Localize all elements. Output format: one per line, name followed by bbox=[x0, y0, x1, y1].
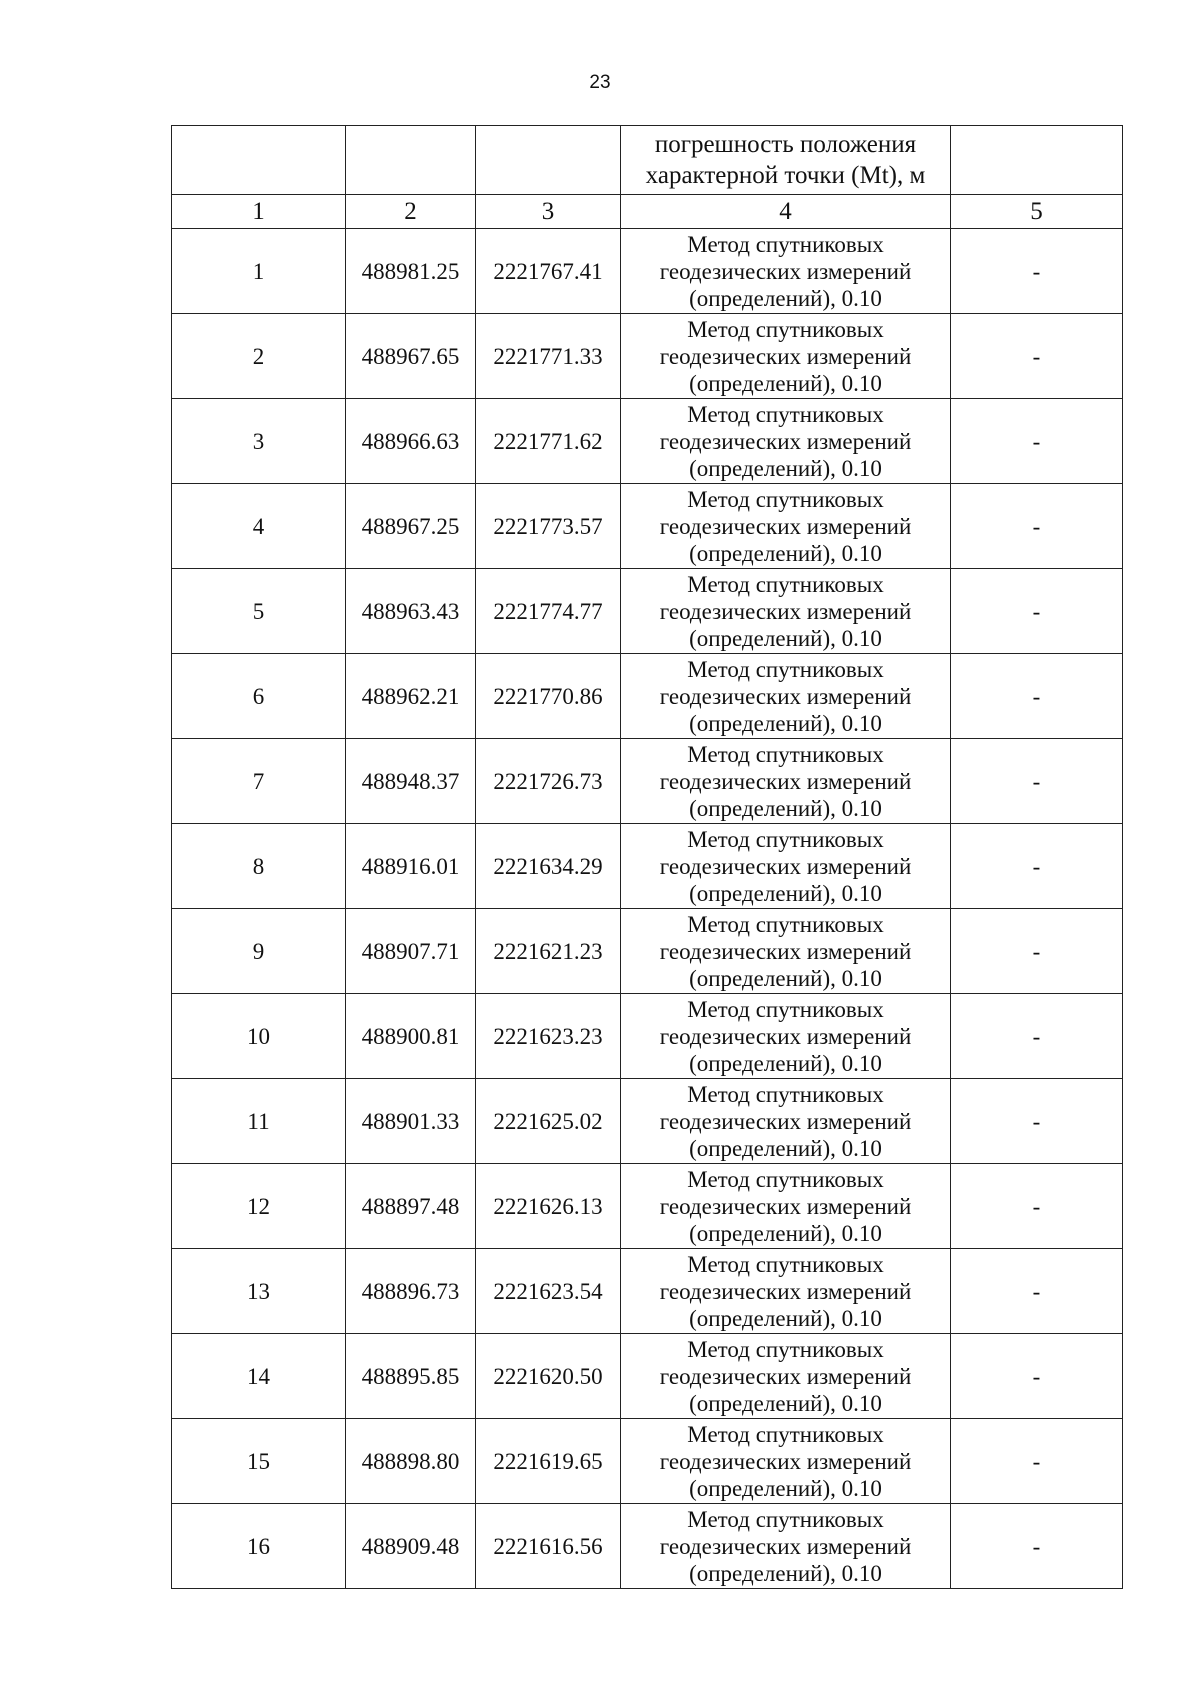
note-cell: - bbox=[951, 229, 1123, 314]
method-line: (определений), 0.10 bbox=[689, 1475, 882, 1501]
table-header-continuation-row bbox=[172, 126, 1123, 195]
header-cell-empty bbox=[476, 126, 621, 195]
method-line: (определений), 0.10 bbox=[689, 965, 882, 991]
method-cell bbox=[621, 654, 951, 739]
method-line: (определений), 0.10 bbox=[689, 1220, 882, 1246]
header-cell-empty bbox=[172, 126, 346, 195]
y-coordinate-cell: 2221774.77 bbox=[476, 569, 621, 654]
header-caption-line: характерной точки (Mt), м bbox=[645, 162, 926, 189]
method-line: геодезических измерений bbox=[659, 853, 912, 879]
column-number: 2 bbox=[346, 195, 476, 229]
point-number-cell: 16 bbox=[172, 1504, 346, 1589]
y-coordinate-cell: 2221625.02 bbox=[476, 1079, 621, 1164]
method-line: геодезических измерений bbox=[659, 1023, 912, 1049]
method-line: (определений), 0.10 bbox=[689, 625, 882, 651]
method-line: геодезических измерений bbox=[659, 1448, 912, 1474]
method-cell bbox=[621, 1419, 951, 1504]
table-row bbox=[172, 824, 1123, 909]
method-line: (определений), 0.10 bbox=[689, 710, 882, 736]
table-row bbox=[172, 399, 1123, 484]
method-line: Метод спутниковых bbox=[687, 1506, 884, 1532]
point-number-cell: 4 bbox=[172, 484, 346, 569]
method-line: геодезических измерений bbox=[659, 1363, 912, 1389]
method-line: Метод спутниковых bbox=[687, 1251, 884, 1277]
note-cell: - bbox=[951, 1249, 1123, 1334]
point-number-cell: 8 bbox=[172, 824, 346, 909]
method-cell bbox=[621, 994, 951, 1079]
table-row bbox=[172, 1419, 1123, 1504]
x-coordinate-cell: 488948.37 bbox=[346, 739, 476, 824]
y-coordinate-cell: 2221620.50 bbox=[476, 1334, 621, 1419]
method-line: Метод спутниковых bbox=[687, 401, 884, 427]
point-number-cell: 14 bbox=[172, 1334, 346, 1419]
table-row bbox=[172, 1249, 1123, 1334]
x-coordinate-cell: 488907.71 bbox=[346, 909, 476, 994]
method-line: (определений), 0.10 bbox=[689, 795, 882, 821]
note-cell: - bbox=[951, 654, 1123, 739]
x-coordinate-cell: 488967.65 bbox=[346, 314, 476, 399]
y-coordinate-cell: 2221623.23 bbox=[476, 994, 621, 1079]
table-row bbox=[172, 314, 1123, 399]
method-line: (определений), 0.10 bbox=[689, 285, 882, 311]
method-cell bbox=[621, 229, 951, 314]
method-line: (определений), 0.10 bbox=[689, 1135, 882, 1161]
point-number-cell: 12 bbox=[172, 1164, 346, 1249]
note-cell: - bbox=[951, 1079, 1123, 1164]
method-cell bbox=[621, 1164, 951, 1249]
method-line: (определений), 0.10 bbox=[689, 370, 882, 396]
method-line: геодезических измерений bbox=[659, 683, 912, 709]
note-cell: - bbox=[951, 399, 1123, 484]
method-line: Метод спутниковых bbox=[687, 996, 884, 1022]
method-cell bbox=[621, 909, 951, 994]
method-line: геодезических измерений bbox=[659, 938, 912, 964]
x-coordinate-cell: 488966.63 bbox=[346, 399, 476, 484]
method-cell bbox=[621, 314, 951, 399]
point-number-cell: 6 bbox=[172, 654, 346, 739]
table-row bbox=[172, 1334, 1123, 1419]
header-cell-empty bbox=[346, 126, 476, 195]
y-coordinate-cell: 2221619.65 bbox=[476, 1419, 621, 1504]
x-coordinate-cell: 488981.25 bbox=[346, 229, 476, 314]
method-line: Метод спутниковых bbox=[687, 826, 884, 852]
note-cell: - bbox=[951, 484, 1123, 569]
column-number: 5 bbox=[951, 195, 1123, 229]
method-line: (определений), 0.10 bbox=[689, 455, 882, 481]
method-line: геодезических измерений bbox=[659, 513, 912, 539]
note-cell: - bbox=[951, 824, 1123, 909]
method-line: геодезических измерений bbox=[659, 598, 912, 624]
point-number-cell: 1 bbox=[172, 229, 346, 314]
method-line: геодезических измерений bbox=[659, 1193, 912, 1219]
x-coordinate-cell: 488962.21 bbox=[346, 654, 476, 739]
y-coordinate-cell: 2221621.23 bbox=[476, 909, 621, 994]
method-cell bbox=[621, 1079, 951, 1164]
header-caption-line: погрешность положения bbox=[654, 131, 917, 158]
y-coordinate-cell: 2221773.57 bbox=[476, 484, 621, 569]
y-coordinate-cell: 2221771.33 bbox=[476, 314, 621, 399]
x-coordinate-cell: 488901.33 bbox=[346, 1079, 476, 1164]
column-number: 3 bbox=[476, 195, 621, 229]
method-line: Метод спутниковых bbox=[687, 1421, 884, 1447]
method-line: (определений), 0.10 bbox=[689, 540, 882, 566]
method-line: Метод спутниковых bbox=[687, 1081, 884, 1107]
y-coordinate-cell: 2221767.41 bbox=[476, 229, 621, 314]
x-coordinate-cell: 488909.48 bbox=[346, 1504, 476, 1589]
y-coordinate-cell: 2221770.86 bbox=[476, 654, 621, 739]
table-row bbox=[172, 1164, 1123, 1249]
note-cell: - bbox=[951, 1164, 1123, 1249]
method-line: геодезических измерений bbox=[659, 768, 912, 794]
point-number-cell: 11 bbox=[172, 1079, 346, 1164]
method-cell bbox=[621, 824, 951, 909]
point-number-cell: 3 bbox=[172, 399, 346, 484]
table-row bbox=[172, 229, 1123, 314]
y-coordinate-cell: 2221616.56 bbox=[476, 1504, 621, 1589]
note-cell: - bbox=[951, 994, 1123, 1079]
x-coordinate-cell: 488895.85 bbox=[346, 1334, 476, 1419]
table-row bbox=[172, 909, 1123, 994]
method-cell bbox=[621, 484, 951, 569]
method-line: Метод спутниковых bbox=[687, 911, 884, 937]
table-row bbox=[172, 739, 1123, 824]
method-line: геодезических измерений bbox=[659, 428, 912, 454]
x-coordinate-cell: 488916.01 bbox=[346, 824, 476, 909]
method-line: Метод спутниковых bbox=[687, 316, 884, 342]
table-row bbox=[172, 994, 1123, 1079]
y-coordinate-cell: 2221623.54 bbox=[476, 1249, 621, 1334]
method-line: Метод спутниковых bbox=[687, 231, 884, 257]
header-cell-accuracy bbox=[621, 126, 951, 195]
note-cell: - bbox=[951, 314, 1123, 399]
column-number-row bbox=[172, 195, 1123, 229]
method-line: Метод спутниковых bbox=[687, 1336, 884, 1362]
y-coordinate-cell: 2221626.13 bbox=[476, 1164, 621, 1249]
table-row bbox=[172, 484, 1123, 569]
method-line: геодезических измерений bbox=[659, 1278, 912, 1304]
method-line: Метод спутниковых bbox=[687, 1166, 884, 1192]
point-number-cell: 15 bbox=[172, 1419, 346, 1504]
table-row bbox=[172, 1504, 1123, 1589]
note-cell: - bbox=[951, 739, 1123, 824]
method-line: геодезических измерений bbox=[659, 258, 912, 284]
note-cell: - bbox=[951, 569, 1123, 654]
x-coordinate-cell: 488896.73 bbox=[346, 1249, 476, 1334]
method-line: геодезических измерений bbox=[659, 1533, 912, 1559]
y-coordinate-cell: 2221771.62 bbox=[476, 399, 621, 484]
method-line: (определений), 0.10 bbox=[689, 1050, 882, 1076]
x-coordinate-cell: 488963.43 bbox=[346, 569, 476, 654]
method-cell bbox=[621, 399, 951, 484]
method-cell bbox=[621, 1249, 951, 1334]
method-line: (определений), 0.10 bbox=[689, 1560, 882, 1586]
coordinates-table bbox=[171, 125, 1123, 1589]
method-line: (определений), 0.10 bbox=[689, 1390, 882, 1416]
method-line: геодезических измерений bbox=[659, 1108, 912, 1134]
header-cell-empty bbox=[951, 126, 1123, 195]
note-cell: - bbox=[951, 909, 1123, 994]
table-row bbox=[172, 569, 1123, 654]
point-number-cell: 10 bbox=[172, 994, 346, 1079]
note-cell: - bbox=[951, 1334, 1123, 1419]
x-coordinate-cell: 488967.25 bbox=[346, 484, 476, 569]
note-cell: - bbox=[951, 1504, 1123, 1589]
y-coordinate-cell: 2221634.29 bbox=[476, 824, 621, 909]
table-row bbox=[172, 1079, 1123, 1164]
point-number-cell: 13 bbox=[172, 1249, 346, 1334]
x-coordinate-cell: 488898.80 bbox=[346, 1419, 476, 1504]
point-number-cell: 5 bbox=[172, 569, 346, 654]
method-line: Метод спутниковых bbox=[687, 571, 884, 597]
method-line: Метод спутниковых bbox=[687, 656, 884, 682]
x-coordinate-cell: 488900.81 bbox=[346, 994, 476, 1079]
method-line: Метод спутниковых bbox=[687, 741, 884, 767]
method-cell bbox=[621, 1334, 951, 1419]
method-line: (определений), 0.10 bbox=[689, 880, 882, 906]
point-number-cell: 7 bbox=[172, 739, 346, 824]
method-line: Метод спутниковых bbox=[687, 486, 884, 512]
method-cell bbox=[621, 569, 951, 654]
method-cell bbox=[621, 1504, 951, 1589]
x-coordinate-cell: 488897.48 bbox=[346, 1164, 476, 1249]
page-number: 23 bbox=[589, 72, 611, 93]
point-number-cell: 9 bbox=[172, 909, 346, 994]
method-cell bbox=[621, 739, 951, 824]
column-number: 1 bbox=[172, 195, 346, 229]
y-coordinate-cell: 2221726.73 bbox=[476, 739, 621, 824]
point-number-cell: 2 bbox=[172, 314, 346, 399]
table-row bbox=[172, 654, 1123, 739]
method-line: геодезических измерений bbox=[659, 343, 912, 369]
note-cell: - bbox=[951, 1419, 1123, 1504]
method-line: (определений), 0.10 bbox=[689, 1305, 882, 1331]
column-number: 4 bbox=[621, 195, 951, 229]
